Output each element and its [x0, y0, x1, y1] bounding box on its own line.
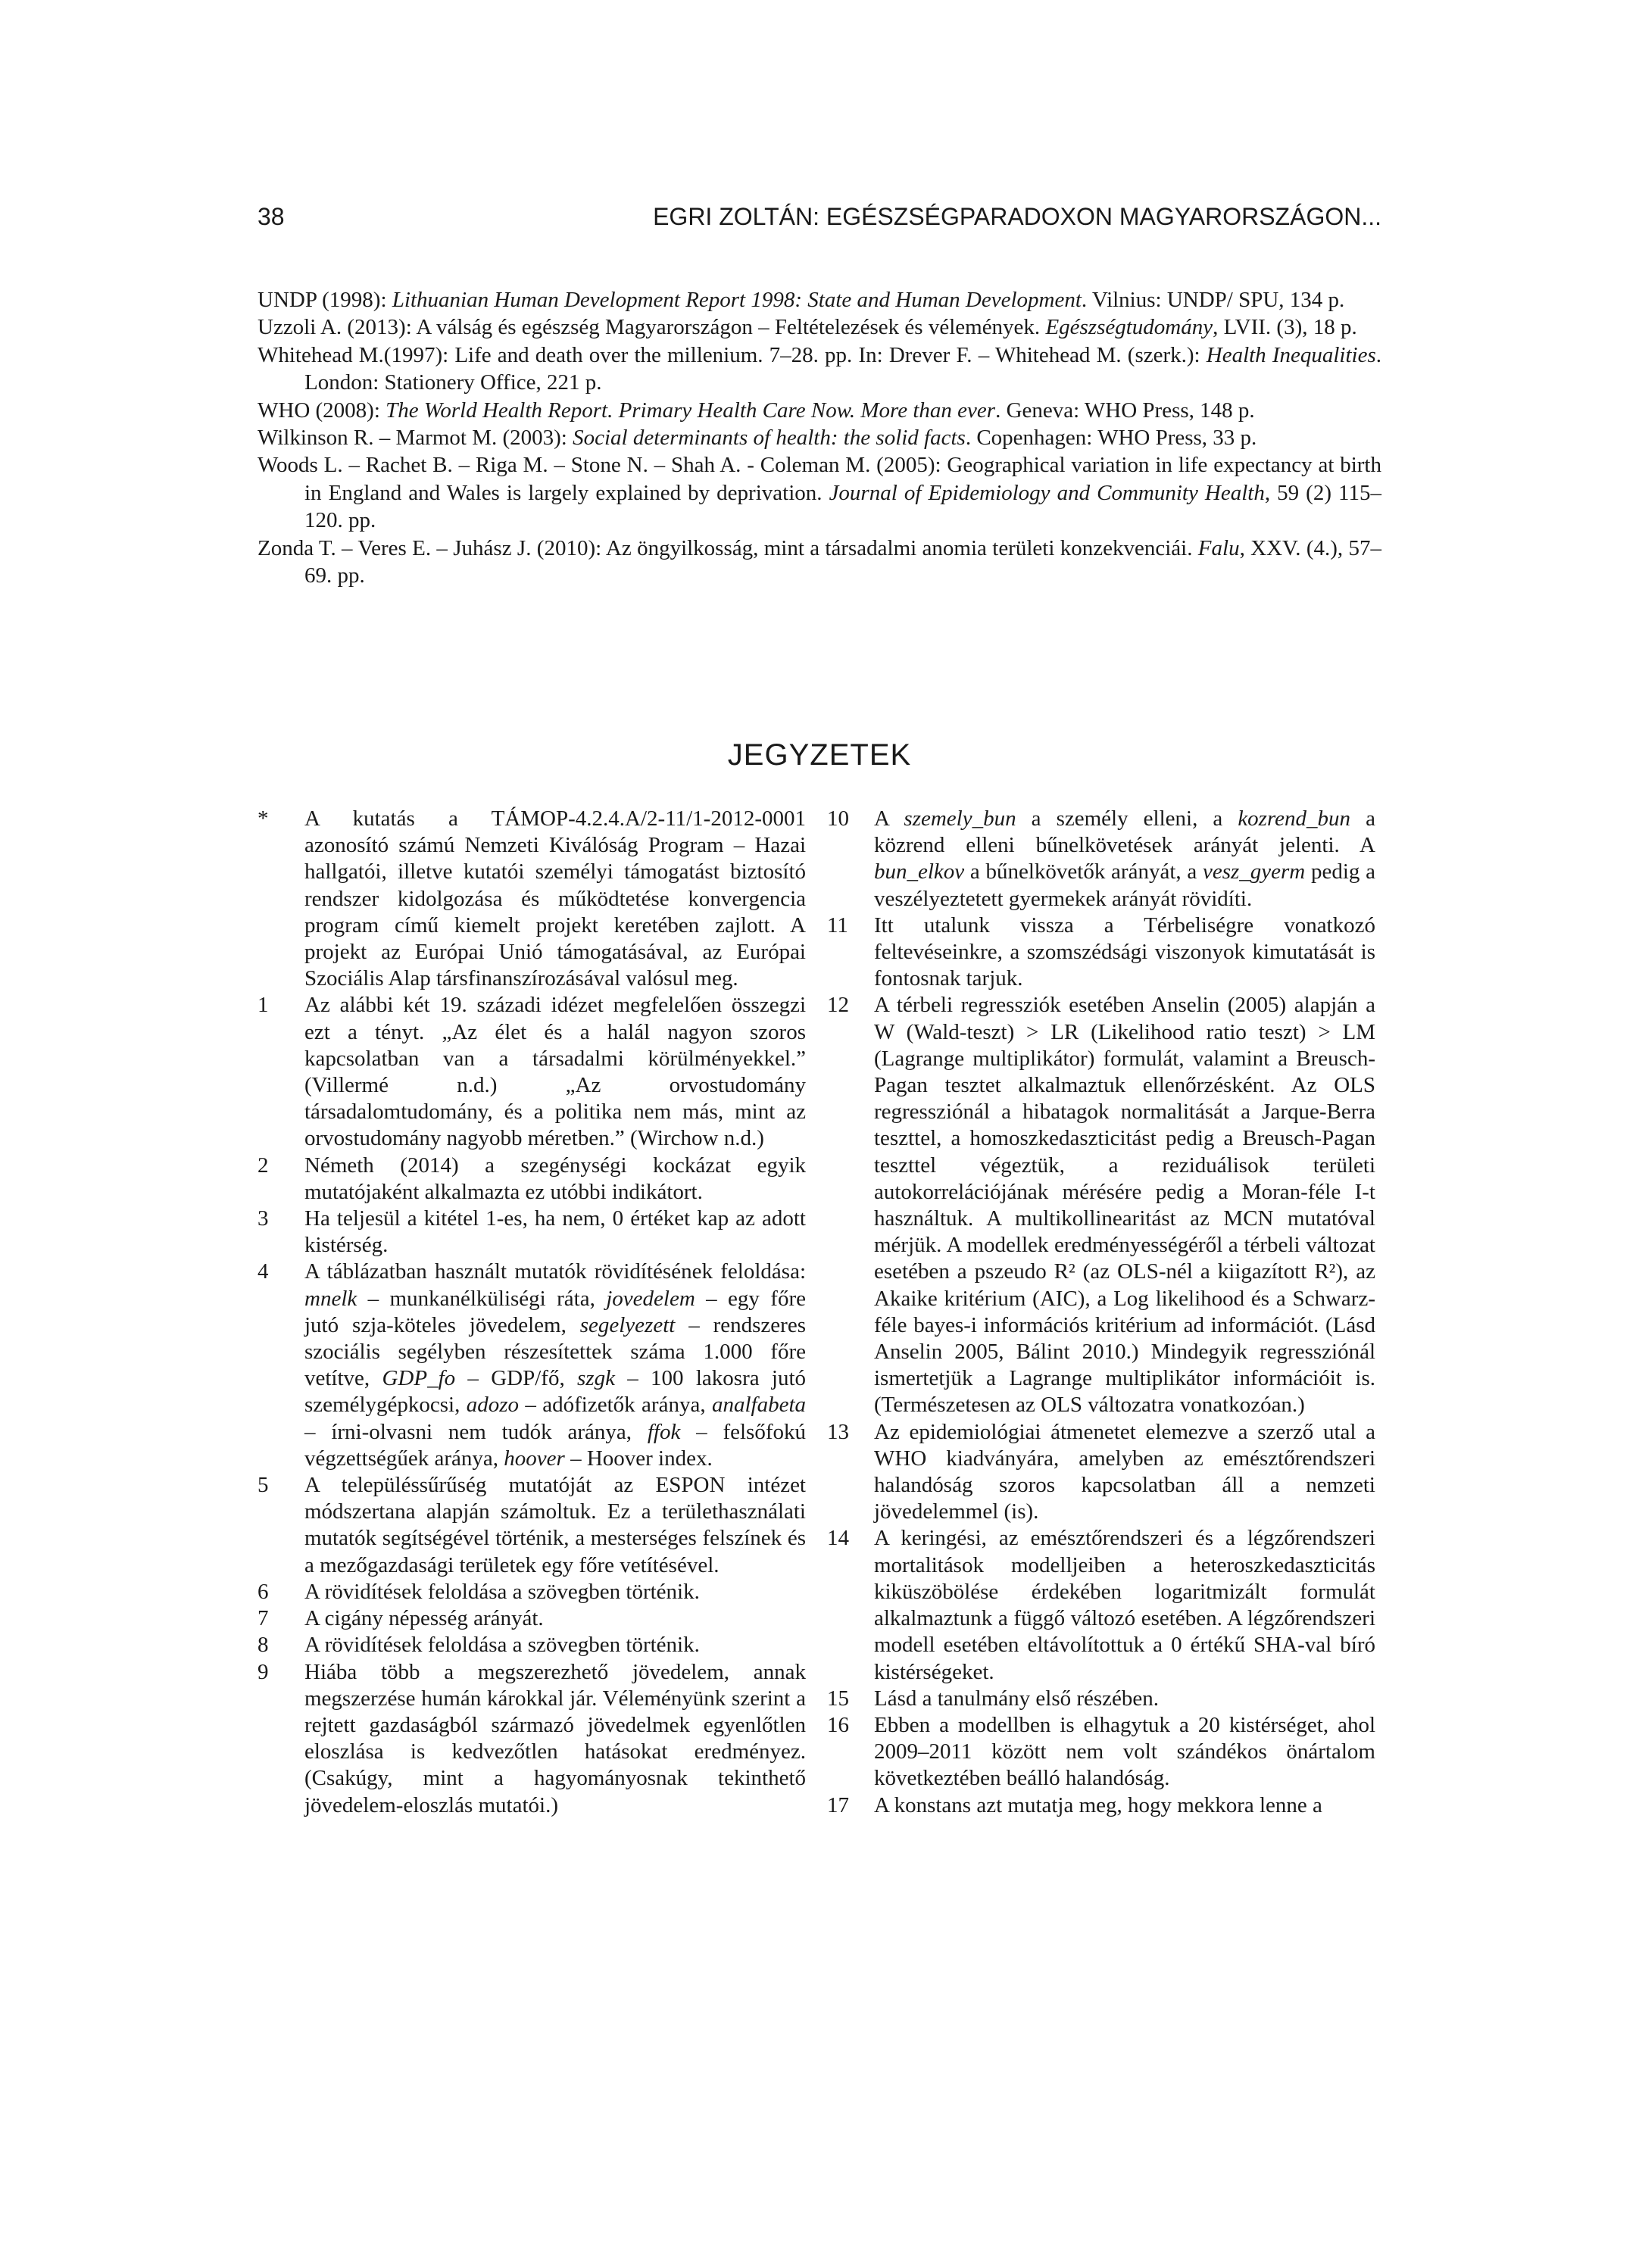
note-number: 5 — [258, 1473, 269, 1498]
note-text-run: Ha teljesül a kitétel 1-es, ha nem, 0 értéket kap az adott kistérség. — [304, 1206, 806, 1258]
note-number: 1 — [258, 993, 269, 1018]
note-number: 16 — [827, 1712, 849, 1737]
note-text-run: A konstans azt mutatja meg, hogy mekkora lenne a — [874, 1792, 1322, 1817]
note-text-run: A rövidítések feloldása a szövegben történik. — [304, 1579, 700, 1604]
note-text-run: Az epidemiológiai átmenetet elemezve a szerző utal a WHO kiadványára, amelyben az emésztőrendszeri halandóság szoros kapcsolatban áll a nemzeti jövedelemmel (is). — [874, 1419, 1375, 1524]
note-abbreviation: adozo — [466, 1393, 520, 1418]
note-item — [258, 1579, 806, 1605]
reference-text: . London: Stationery Office, 221 p. — [304, 342, 1381, 395]
note-number: 11 — [827, 913, 848, 937]
note-number: 10 — [827, 806, 849, 831]
note-text — [874, 1686, 1375, 1712]
note-text-run: Az alábbi két 19. századi idézet megfelelően összegzi ezt a tényt. „Az élet és a halál nagyon szoros kapcsolatban van a társadalmi körülményekkel.” (Villermé n.d.) „Az orvostudomány társadalomtudomány, és a politika nem más, mint az orvostudomány nagyobb méretben.” (Wirchow n.d.) — [304, 993, 806, 1151]
note-abbreviation: GDP_fo — [382, 1366, 456, 1391]
note-number: * — [258, 806, 269, 831]
note-text — [304, 1206, 806, 1259]
note-abbreviation: ffok — [647, 1419, 681, 1444]
note-text-run: A rövidítések feloldása a szövegben történik. — [304, 1633, 700, 1658]
note-number: 7 — [258, 1606, 269, 1631]
note-text-run: A keringési, az emésztőrendszeri és a légzőrendszeri mortalitások modelljeiben a heteroszkedaszticitás kiküszöbölése érdekében logaritmizált formulát alkalmaztunk a függő változó esetében. A légzőrendszeri modell esetében eltávolítottuk a 0 értékű SHA-val bíró kistérségeket. — [874, 1526, 1375, 1684]
reference-title: Journal of Epidemiology and Community Health — [829, 480, 1265, 505]
note-text-run: Lásd a tanulmány első részében. — [874, 1686, 1160, 1711]
note-text — [874, 992, 1375, 1418]
note-number: 3 — [258, 1206, 269, 1231]
note-item — [258, 1472, 806, 1579]
note-text-run: A térbeli regressziók esetében Anselin (2005) alapján a W (Wald-teszt) > LR (Likelihood ratio teszt) > LM (Lagrange multiplikátor) formulát, valamint a Breusch-Pagan tesztet alkalmaztuk ellenőrzésként. Az OLS regressziónál a hibatagok normalitását a Jarque-Berra teszttel, a homoszkedaszticitást pedig a Breusch-Pagan teszttel végeztük, a reziduálisok területi autokorrelációjának mérésére pedig a Moran-féle I-t használtuk. A multikollinearitást az MCN mutatóval mérjük. A modellek eredményességéről a térbeli változat esetében a pszeudo R² (az OLS-nél a kiigazított R²), az Akaike kritérium (AIC), a Log likelihood és a Schwarz-féle bayes-i információs kritérium ad információt. (Lásd Anselin 2005, Bálint 2010.) Mindegyik regressziónál ismertetjük a Lagrange multiplikátor információit is. (Természetesen az OLS változatra vonatkozóan.) — [874, 993, 1375, 1418]
reference-text: Uzzoli A. (2013): A válság és egészség Magyarországon – Feltételezések és vélemények. — [258, 315, 1046, 340]
note-text-run: a bűnelkövetők arányát, a — [964, 859, 1203, 884]
note-text — [304, 1153, 806, 1206]
reference-text: Whitehead M.(1997): Life and death over the millenium. 7–28. pp. In: Drever F. – Whitehead M. (szerk.): — [258, 342, 1207, 367]
note-text — [304, 1259, 806, 1472]
reference-title: Health Inequalities — [1206, 342, 1376, 367]
note-text — [874, 1419, 1375, 1526]
note-text-run: a közrend elleni bűnelkövetések arányát jelenti. A — [874, 806, 1375, 858]
note-text-run: Ebben a modellben is elhagytuk a 20 kistérséget, ahol 2009–2011 között nem volt szándékos önártalom következtében beálló halandóság. — [874, 1712, 1375, 1791]
reference-text: Zonda T. – Veres E. – Juhász J. (2010): Az öngyilkosság, mint a társadalmi anomia területi konzekvenciái. — [258, 535, 1198, 560]
note-item — [258, 1632, 806, 1658]
note-text-run: – egy főre jutó szja-köteles jövedelem, — [304, 1286, 806, 1337]
note-item — [258, 1659, 806, 1819]
note-item — [827, 1792, 1375, 1819]
note-number: 12 — [827, 993, 849, 1018]
note-item — [827, 1525, 1375, 1685]
reference-entry — [258, 424, 1381, 451]
note-number: 14 — [827, 1526, 849, 1551]
note-text — [304, 1632, 806, 1658]
note-text-run: Hiába több a megszerezhető jövedelem, annak megszerzése humán károkkal jár. Véleményünk szerint a rejtett gazdaságból származó jövedelmek egyenlőtlen eloszlása is kedvezőtlen hatásokat eredményez. (Csakúgy, mint a hagyományosnak tekinthető jövedelem-eloszlás mutatói.) — [304, 1659, 806, 1817]
reference-entry — [258, 451, 1381, 534]
note-text-run: pedig a veszélyeztetett gyermekek arányát rövidíti. — [874, 859, 1375, 911]
note-number: 17 — [827, 1792, 849, 1817]
reference-entry — [258, 342, 1381, 397]
note-abbreviation: hoover — [504, 1446, 565, 1471]
reference-entry — [258, 535, 1381, 590]
note-number: 13 — [827, 1419, 849, 1444]
note-item — [827, 806, 1375, 913]
notes-column-right — [827, 806, 1375, 1819]
reference-entry — [258, 397, 1381, 424]
reference-text: Woods L. – Rachet B. – Riga M. – Stone N. – Shah A. - Coleman M. (2005): Geographical variation in life expectancy at birth in England and Wales is largely explained by deprivation. — [258, 453, 1381, 505]
notes-title: JEGYZETEK — [727, 738, 912, 772]
note-abbreviation: szgk — [577, 1366, 615, 1391]
note-abbreviation: jovedelem — [606, 1286, 695, 1311]
note-text — [874, 1712, 1375, 1792]
note-text-run: A településsűrűség mutatóját az ESPON intézet módszertana alapján számoltuk. Ez a területhasználati mutatók segítségével történik, a mesterséges felszínek és a mezőgazdasági területek egy főre vetítésével. — [304, 1473, 806, 1577]
note-abbreviation: bun_elkov — [874, 859, 965, 884]
reference-text: , LVII. (3), 18 p. — [1213, 315, 1357, 340]
note-item — [258, 1206, 806, 1259]
note-item — [827, 1686, 1375, 1712]
note-abbreviation: kozrend_bun — [1238, 806, 1351, 831]
reference-title: Falu — [1197, 535, 1240, 560]
note-text — [874, 1525, 1375, 1685]
note-text — [304, 806, 806, 992]
note-number: 2 — [258, 1153, 269, 1178]
note-abbreviation: analfabeta — [711, 1393, 806, 1418]
page-number: 38 — [258, 203, 285, 230]
note-text-run: – Hoover index. — [564, 1446, 713, 1471]
reference-title: Lithuanian Human Development Report 1998: State and Human Development — [392, 288, 1082, 312]
note-item — [258, 806, 806, 992]
notes-column-left — [258, 806, 806, 1819]
note-item — [258, 1153, 806, 1206]
note-item — [827, 992, 1375, 1418]
note-item — [827, 1712, 1375, 1792]
note-abbreviation: segelyezett — [579, 1312, 676, 1337]
reference-list — [258, 286, 1381, 589]
reference-text: Wilkinson R. – Marmot M. (2003): — [258, 426, 573, 451]
note-item — [258, 1605, 806, 1632]
note-text-run: A — [874, 806, 904, 831]
reference-text: . Copenhagen: WHO Press, 33 p. — [965, 426, 1257, 451]
note-item — [827, 913, 1375, 993]
note-text — [304, 992, 806, 1152]
note-number: 15 — [827, 1686, 849, 1711]
note-text-run: Itt utalunk vissza a Térbeliségre vonatkozó feltevéseinkre, a szomszédsági viszonyok kimutatását is fontosnak tarjuk. — [874, 913, 1375, 991]
reference-text: . Geneva: WHO Press, 148 p. — [995, 398, 1255, 423]
note-text-run: – rendszeres szociális segélyben részesítettek száma 1.000 főre vetítve, — [304, 1312, 806, 1391]
note-text — [304, 1472, 806, 1579]
note-item — [827, 1419, 1375, 1526]
note-number: 8 — [258, 1633, 269, 1658]
reference-entry — [258, 286, 1381, 314]
note-text-run: A táblázatban használt mutatók rövidítésének feloldása: — [304, 1259, 806, 1284]
note-text-run: – adófizetők aránya, — [519, 1393, 712, 1418]
reference-text: , XXV. (4.), 57–69. pp. — [304, 535, 1382, 588]
running-header — [258, 203, 1381, 241]
note-abbreviation: mnelk — [304, 1286, 357, 1311]
note-text — [874, 1792, 1375, 1819]
reference-text: WHO (2008): — [258, 398, 386, 423]
note-text-run: – munkanélküliségi ráta, — [357, 1286, 607, 1311]
note-text-run: Németh (2014) a szegénységi kockázat egyik mutatójaként alkalmazta ez utóbbi indikátort. — [304, 1153, 806, 1204]
note-text-run: – írni-olvasni nem tudók aránya, — [304, 1419, 648, 1444]
reference-entry — [258, 314, 1381, 341]
note-text — [874, 913, 1375, 993]
note-number: 4 — [258, 1259, 269, 1284]
reference-text: , 59 (2) 115–120. pp. — [304, 480, 1381, 533]
reference-title: Egészségtudomány — [1045, 315, 1213, 340]
note-text — [304, 1659, 806, 1819]
note-text-run: A cigány népesség arányát. — [304, 1606, 544, 1631]
reference-text: . Vilnius: UNDP/ SPU, 134 p. — [1081, 288, 1345, 312]
note-text — [874, 806, 1375, 913]
note-number: 6 — [258, 1579, 269, 1604]
note-text-run: A kutatás a TÁMOP-4.2.4.A/2-11/1-2012-0001 azonosító számú Nemzeti Kiválóság Program – Hazai hallgatói, illetve kutatói személyi támogatást biztosító rendszer kidolgozása és működtetése konvergencia program című kiemelt projekt keretében zajlott. A projekt az Európai Unió támogatásával, az Európai Szociális Alap társfinanszírozásával valósul meg. — [304, 806, 806, 991]
note-text-run: a személy elleni, a — [1016, 806, 1238, 831]
reference-title: Social determinants of health: the solid facts — [573, 426, 966, 451]
reference-title: The World Health Report. Primary Health Care Now. More than ever — [386, 398, 996, 423]
note-abbreviation: szemely_bun — [904, 806, 1016, 831]
note-item — [258, 992, 806, 1152]
note-text-run: – 100 lakosra jutó személygépkocsi, — [304, 1366, 807, 1418]
note-abbreviation: vesz_gyerm — [1202, 859, 1306, 884]
note-text-run: – felsőfokú végzettségűek aránya, — [304, 1419, 806, 1471]
note-text-run: – GDP/fő, — [455, 1366, 578, 1391]
note-number: 9 — [258, 1659, 269, 1684]
running-title: EGRI ZOLTÁN: EGÉSZSÉGPARADOXON MAGYARORSZÁGON... — [653, 203, 1381, 230]
note-text — [304, 1579, 806, 1605]
note-item — [258, 1259, 806, 1472]
note-text — [304, 1605, 806, 1632]
reference-text: UNDP (1998): — [258, 288, 392, 312]
